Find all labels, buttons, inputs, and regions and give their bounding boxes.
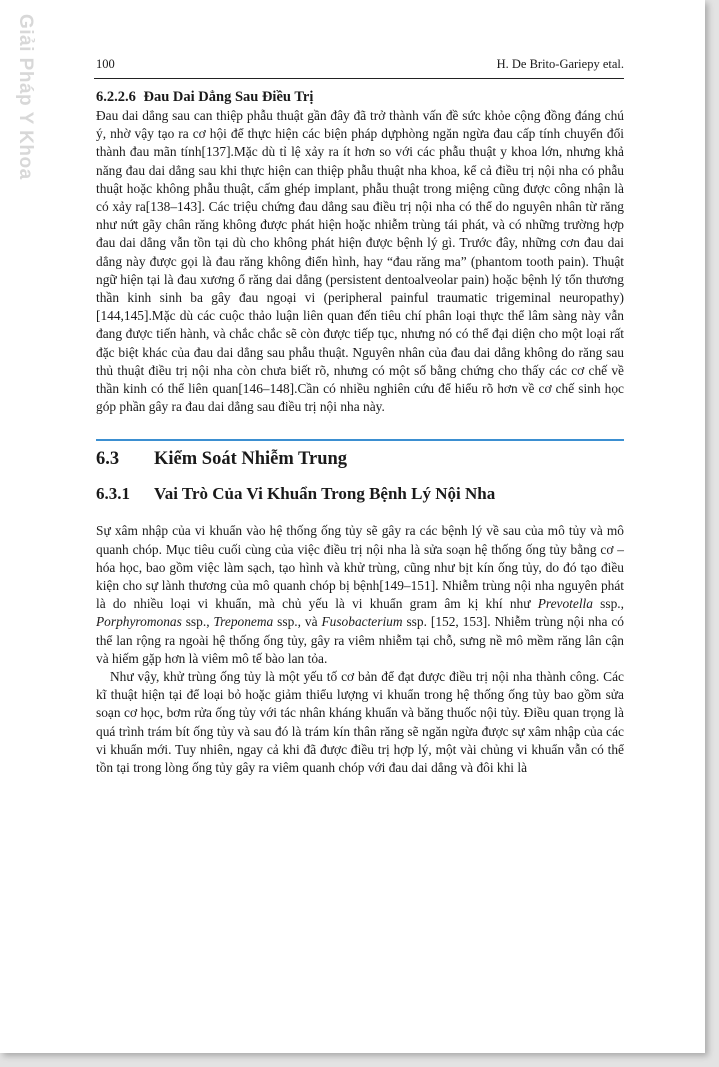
section-number: 6.3 bbox=[96, 449, 120, 470]
text-run: ssp., và bbox=[273, 614, 322, 630]
header-rule bbox=[94, 78, 624, 79]
text-run: ssp., bbox=[592, 596, 624, 612]
taxon-porphyromonas: Porphyromonas bbox=[96, 614, 182, 630]
text-run: ssp., bbox=[181, 614, 214, 630]
page-number: 100 bbox=[96, 57, 115, 71]
subsection-heading-6226 bbox=[96, 88, 624, 107]
section-title: Kiểm Soát Nhiễm Trung bbox=[154, 449, 348, 470]
paragraph-disinfection: Như vậy, khử trùng ống tủy là một yếu tố cơ bản để đạt được điều trị nội nha thành công. Các kĩ thuật hiện tại để loại bỏ hoặc giảm thiểu lượng vi khuẩn trong hệ thống ống tủy bao gồm sửa soạn cơ học, bơm rửa ống tủy với tác nhân kháng khuẩn và băng thuốc nội tủy. Điều quan trọng là quá trình trám bít ống tủy và sau đó là trám kín thân răng sẽ ngăn ngừa được sự xâm nhập của các vi khuẩn mới. Tuy nhiên, ngay cả khi đã được điều trị hợp lý, một vài chủng vi khuẩn vẫn có thể tồn tại trong lòng ống tủy gây ra viêm quanh chóp với đau dai dẳng và đôi khi là bbox=[96, 669, 624, 776]
taxon-prevotella: Prevotella bbox=[537, 596, 593, 612]
paragraph-persistent-pain: Đau dai dẳng sau can thiệp phẫu thuật gần đây đã trở thành vấn đề sức khỏe cộng đồng đáng chú ý, nhờ vậy tạo ra cơ hội để thực hiện các biện pháp dựphòng ngăn ngừa đau cấp tính chuyển đổi thành đau mãn tính[137].Mặc dù tỉ lệ xảy ra ít hơn so với các phẫu thuật y khoa lớn, nhưng khả năng đau dai dẳng sau khi thực hiện can thiệp phẫu thuật nha khoa, kể cả điều trị nội nha có phẫu thuật hoặc không phẫu thuật, cấm ghép implant, phẫu thuật trong miệng cũng được công nhận là có xảy ra[138–143]. Các triệu chứng đau dẳng sau điều trị nội nha có thể do nguyên nhân từ răng như nứt gãy chân răng không được phát hiện hoặc nhiễm trùng tái phát, và có những trường hợp đau dai dẳng vẫn tồn tại dù cho không phát hiện được bệnh lý gì. Trước đây, những cơn đau dai dẳng này được gọi là đau răng không điển hình, hay “đau răng ma” (phantom tooth pain). Thuật ngữ hiện tại là đau xương ổ răng dai dẳng (persistent dentoalveolar pain) hoặc bệnh lý tổn thương thần kinh sinh ba gây đau ngoại vi (peripheral painful traumatic trigeminal neuropathy)[144,145].Mặc dù các cuộc thảo luận liên quan đến tiêu chí phân loại thực thể lâm sàng này vẫn đang được tiến hành, và chắc chắc sẽ còn được tiếp tục, nhưng nó có thể đại diện cho một loại rất đặc biệt khác của đau dai dẳng sau phẫu thuật. Nguyên nhân của đau dai dẳng không do răng sau thủ thuật điều trị nội nha còn chưa biết rõ, nhưng có một số bằng chứng cho thấy các cơ chế về thần kinh có thể liên quan[146–148].Cần có nhiều nghiên cứu để hiểu rõ hơn về cơ chế sinh học góp phần gây ra đau dai dẳng sau điều trị nội nha này. bbox=[96, 108, 624, 415]
section-heading-63 bbox=[96, 449, 624, 470]
subsection-number: 6.3.1 bbox=[96, 484, 130, 504]
subsection-number: 6.2.2.6 bbox=[96, 89, 136, 105]
running-header bbox=[96, 57, 624, 72]
page-content bbox=[96, 88, 624, 777]
paragraph-bacteria-role bbox=[96, 522, 624, 668]
taxon-treponema: Treponema bbox=[213, 614, 274, 630]
text-run: ssp. [152, 153]. Nhiễm trùng nội nha có thể lan rộng ra ngoài hệ thống ống tủy, gây ra viêm nhiễm tại chỗ, sưng nề mô mềm răng lân cận và hiếm gặp hơn là viêm mô tế bào lan tỏa. bbox=[96, 614, 624, 666]
taxon-fusobacterium: Fusobacterium bbox=[321, 614, 403, 630]
subsection-title: Vai Trò Của Vi Khuẩn Trong Bệnh Lý Nội Nha bbox=[154, 484, 496, 504]
subsection-title: Đau Dai Dẳng Sau Điều Trị bbox=[143, 89, 314, 105]
subsection-heading-631 bbox=[96, 484, 624, 504]
text-run: Sự xâm nhập của vi khuẩn vào hệ thống ống tủy sẽ gây ra các bệnh lý về sau của mô tủy và mô quanh chóp. Mục tiêu cuối cùng của việc điều trị nội nha là sửa soạn hệ thống ống tủy bằng cơ – hóa học, bao gồm việc làm sạch, tạo hình và khử trùng, cũng như bịt kín ống tủy, do đó tạo điều kiện cho sự lành thương của mô quanh chóp bị bệnh[149–151]. Nhiễm trùng nội nha nguyên phát là do nhiều loại vi khuẩn, mà chủ yếu là vi khuẩn gram âm kị khí như bbox=[96, 523, 624, 612]
watermark: Giải Pháp Y Khoa bbox=[15, 14, 36, 180]
header-authors: H. De Brito-Gariepy etal. bbox=[496, 57, 624, 71]
